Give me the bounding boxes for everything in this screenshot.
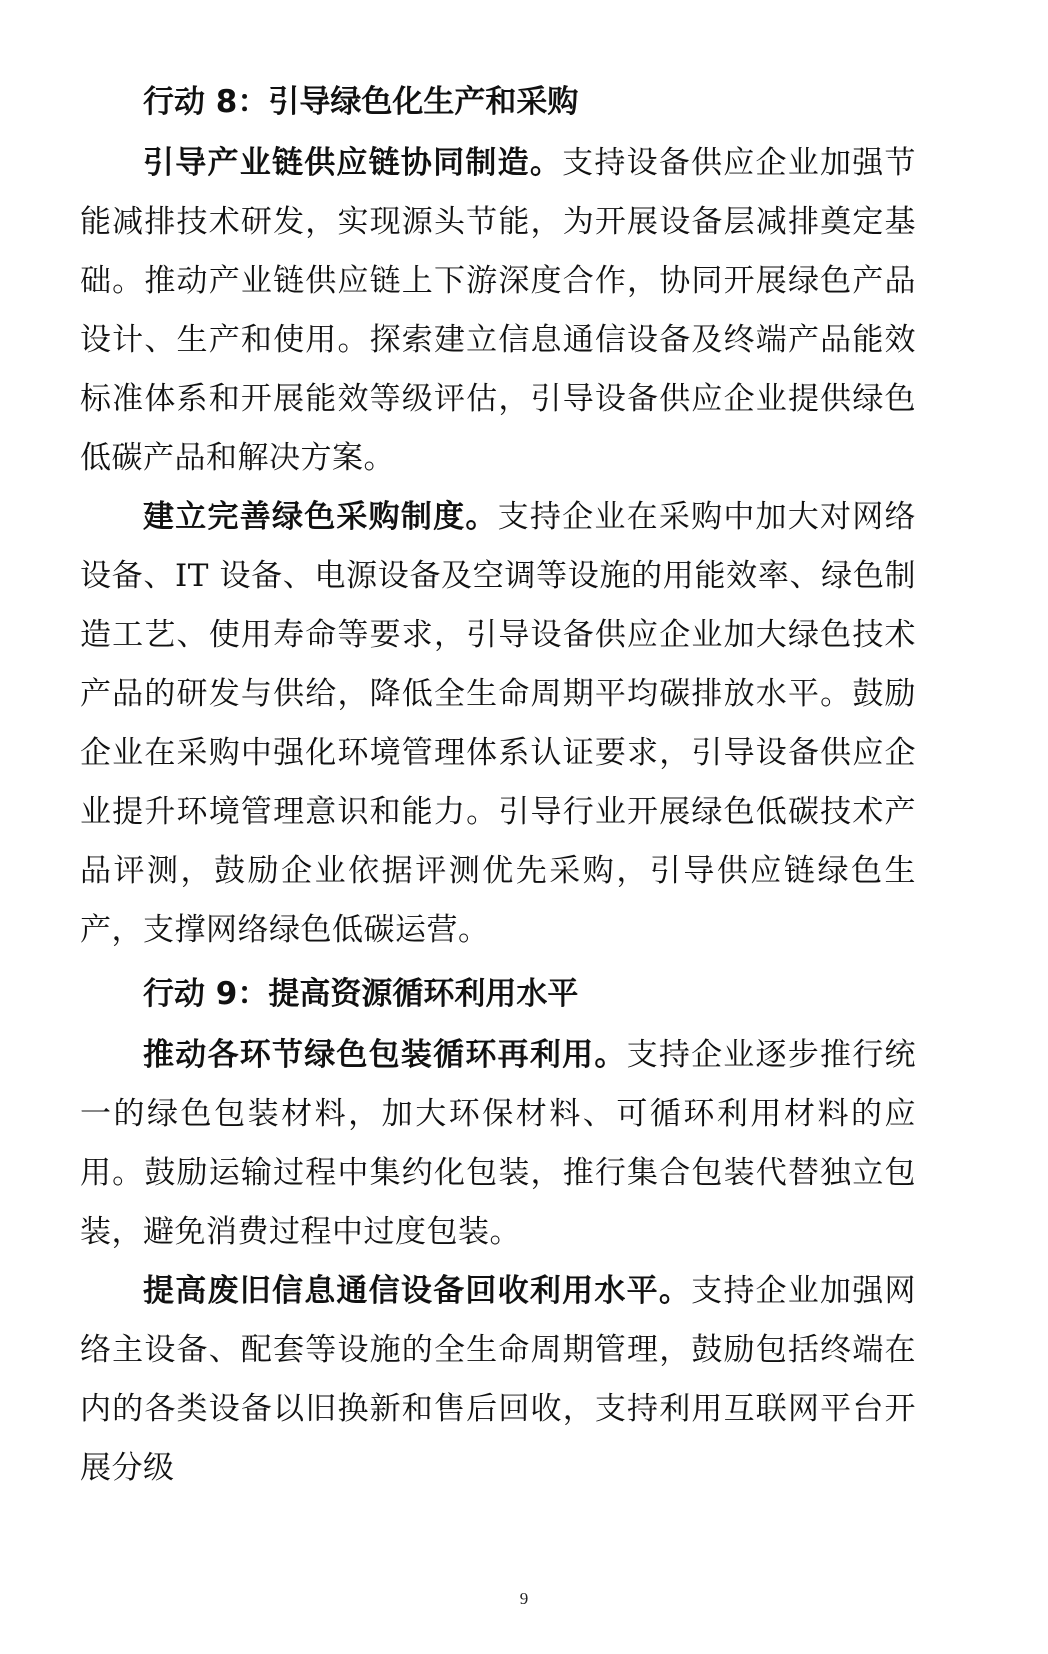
page-number: 9 [519,1589,529,1608]
paragraph-body: 支持企业逐步推行统一的绿色包装材料，加大环保材料、可循环利用材料的应用。鼓励运输过程中集约化包装，推行集合包装代替独立包装，避免消费过程中过度包装。 [80,1037,917,1250]
paragraph-lead: 建立完善绿色采购制度。 [143,499,498,535]
paragraph-body: 支持设备供应企业加强节能减排技术研发，实现源头节能，为开展设备层减排奠定基础。推动产业链供应链上下游深度合作，协同开展绿色产品设计、生产和使用。探索建立信息通信设备及终端产品能效标准体系和开展能效等级评估，引导设备供应企业提供绿色低碳产品和解决方案。 [80,145,916,476]
page-content [80,70,917,1486]
section-heading-action-8: 行动 8：引导绿色化生产和采购 [143,84,579,120]
paragraph-supply-chain-manufacturing [80,134,916,488]
paragraph-body: 支持企业在采购中加大对网络设备、IT 设备、电源设备及空调等设施的用能效率、绿色制造工艺、使用寿命等要求，引导设备供应企业加大绿色技术产品的研发与供给，降低全生命周期平均碳排放水平。鼓励企业在采购中强化环境管理体系认证要求，引导设备供应企业提升环境管理意识和能力。引导行业开展绿色低碳技术产品评测，鼓励企业依据评测优先采购，引导供应链绿色生产，支撑网络绿色低碳运营。 [80,499,917,948]
paragraph-body: 支持企业加强网络主设备、配套等设施的全生命周期管理，鼓励包括终端在内的各类设备以旧换新和售后回收，支持利用互联网平台开展分级 [80,1273,917,1486]
section-heading-action-9: 行动 9：提高资源循环利用水平 [143,976,579,1012]
paragraph-green-packaging [80,1026,916,1262]
paragraph-lead: 推动各环节绿色包装循环再利用。 [143,1037,627,1073]
paragraph-equipment-recycling [80,1262,917,1486]
paragraph-lead: 提高废旧信息通信设备回收利用水平。 [143,1273,692,1309]
paragraph-green-procurement [80,488,916,960]
paragraph-lead: 引导产业链供应链协同制造。 [143,145,563,181]
